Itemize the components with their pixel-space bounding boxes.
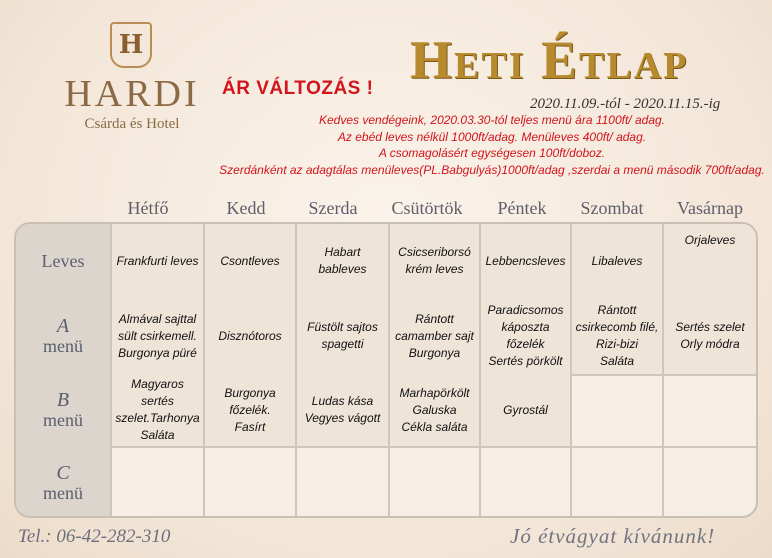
menu-cell-menu-b-monday [112,374,205,446]
dish-text: Paradicsomos káposzta főzelék Sertés pörkölt [487,303,564,368]
menu-cell-menu-a-thursday [390,298,481,374]
menu-cell-menu-b-saturday [572,374,664,446]
menu-cell-menu-a-saturday [572,298,664,374]
dish-text: Magyaros sertés szelet.Tarhonya Saláta [115,377,200,442]
day-thursday: Csütörtök [391,198,463,218]
row-label-word: menü [43,483,83,503]
table-row-menu-b [16,374,756,446]
days-header [0,198,772,222]
menu-cell-menu-c-friday [481,446,572,518]
menu-cell-menu-b-sunday [664,374,756,446]
dish-text: Habart bableves [318,245,367,276]
menu-table [14,222,758,518]
dish-text: Ludas kása Vegyes vágott [304,394,381,425]
dish-text: Orjaleves [684,233,736,247]
notice-line: Az ebéd leves nélkül 1000ft/adag. Menüleves 400ft/ adag. [337,129,647,144]
day-monday: Hétfő [127,198,169,218]
menu-cell-menu-a-tuesday [205,298,297,374]
menu-cell-menu-a-sunday [664,298,756,374]
menu-cell-menu-c-saturday [572,446,664,518]
date-range: 2020.11.09.-tól - 2020.11.15.-ig [530,96,721,112]
closing-wish: Jó étvágyat kívánunk! [510,524,716,548]
menu-cell-soup-thursday [390,224,481,298]
row-label-menu-c [16,446,112,518]
table-row-menu-a [16,298,756,374]
day-tuesday: Kedd [226,198,266,218]
table-row-menu-c [16,446,756,518]
notice-line: A csomagolásért egységesen 100ft/doboz. [378,146,606,160]
row-label-word: menü [43,410,83,430]
table-row-soup [16,224,756,298]
row-label-menu-a [16,298,112,374]
logo-badge-letter: H [118,30,144,60]
notice-line: Szerdánként az adagtálas menüleves(PL.Babgulyás)1000ft/adag ,szerdai a menü második 700ft/adag. [219,162,765,177]
row-label-letter: A [56,315,70,337]
dish-text: Füstölt sajtos spagetti [307,320,378,351]
day-saturday: Szombat [580,198,644,218]
page-title: Heti Étlap [410,30,689,90]
dish-text: Marhapörkölt Galuska Cékla saláta [399,385,470,434]
menu-cell-menu-c-sunday [664,446,756,518]
menu-cell-soup-monday [112,224,205,298]
dish-text: Csontleves [220,253,280,268]
menu-cell-soup-saturday [572,224,664,298]
day-wednesday: Szerda [308,198,358,218]
menu-cell-menu-b-tuesday [205,374,297,446]
menu-cell-soup-friday [481,224,572,298]
hardi-logo [52,22,212,132]
logo-badge-icon [110,22,152,68]
dish-text: Libaleves [591,253,643,268]
price-change-alert: ÁR VÁLTOZÁS ! [222,78,374,99]
dish-text: Rántott csirkecomb filé, Rizi-bizi Saláta [575,303,659,368]
menu-cell-menu-c-tuesday [205,446,297,518]
menu-cell-soup-wednesday [297,224,390,298]
row-label-letter: B [56,389,70,411]
menu-cell-menu-c-thursday [390,446,481,518]
dish-text: Rántott camamber sajt Burgonya [395,311,474,360]
dish-text: Frankfurti leves [116,253,199,268]
dish-text: Csicseriborsó krém leves [398,245,471,276]
dish-text: Lebbencsleves [485,253,566,268]
logo-subtitle: Csárda és Hotel [84,116,180,132]
day-friday: Péntek [497,198,547,218]
menu-cell-menu-c-monday [112,446,205,518]
phone-number: Tel.: 06-42-282-310 [18,526,171,547]
menu-cell-menu-a-wednesday [297,298,390,374]
price-notice [212,112,772,178]
row-label-soup [16,224,112,298]
menu-cell-menu-b-thursday [390,374,481,446]
menu-cell-soup-sunday [664,224,756,298]
menu-cell-menu-c-wednesday [297,446,390,518]
dish-text: Disznótoros [218,328,282,343]
dish-text: Almával sajttal sült csirkemell. Burgonya püré [118,311,197,360]
row-label-menu-b [16,374,112,446]
notice-line: Kedves vendégeink, 2020.03.30-tól teljes menü ára 1100ft/ adag. [318,113,666,127]
dish-text: Gyrostál [503,402,548,417]
menu-cell-menu-b-friday [481,374,572,446]
row-label-word: Leves [41,251,85,271]
menu-cell-menu-a-friday [481,298,572,374]
row-label-letter: C [56,462,70,484]
menu-cell-soup-tuesday [205,224,297,298]
row-label-word: menü [43,336,83,356]
menu-cell-menu-b-wednesday [297,374,390,446]
logo-name: HARDI [64,73,200,115]
day-sunday: Vasárnap [677,198,743,218]
dish-text: Burgonya főzelék. Fasírt [224,385,276,434]
dish-text: Sertés szelet Orly módra [675,320,745,351]
menu-cell-menu-a-monday [112,298,205,374]
